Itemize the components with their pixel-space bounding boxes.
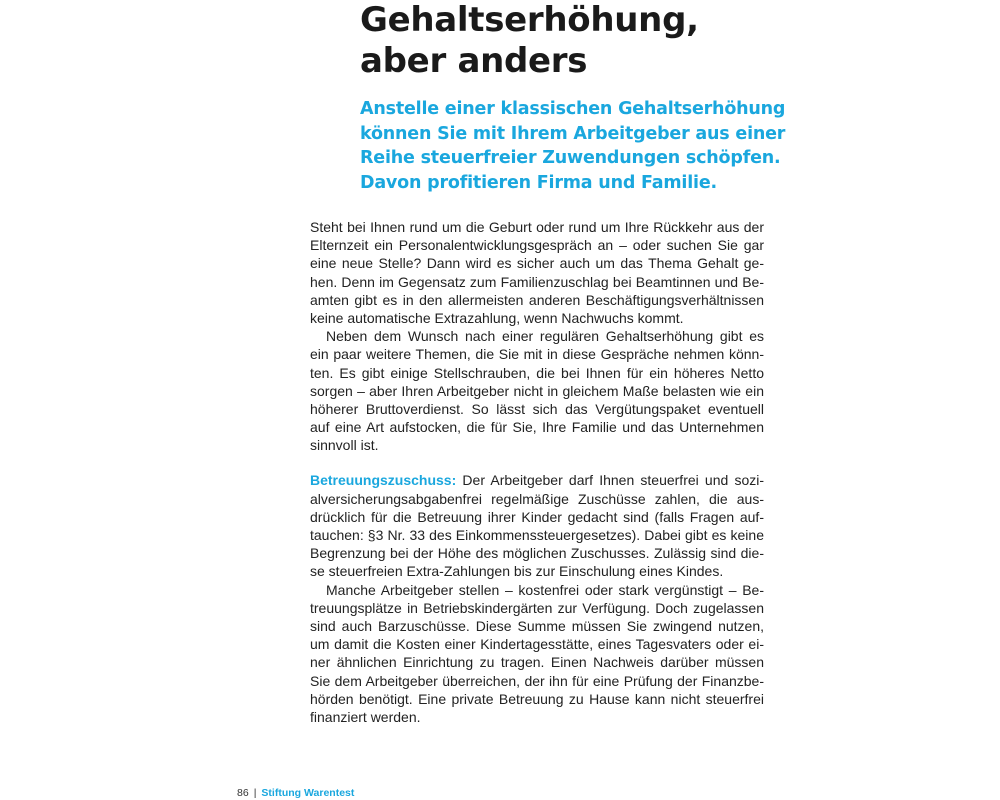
- text-line: Elternzeit ein Personalentwicklungsgespräch an – oder suchen Sie gar: [310, 237, 764, 254]
- lead-line: Reihe steuerfreier Zuwendungen schöpfen.: [360, 148, 781, 169]
- text-line: keine automatische Extrazahlung, wenn Nachwuchs kommt.: [310, 309, 684, 326]
- text-line: hen. Denn im Gegensatz zum Familienzuschlag bei Beamtinnen und Be-: [310, 273, 764, 290]
- text-fragment: Der Arbeitgeber darf Ihnen steuerfrei und sozi-: [462, 472, 764, 489]
- text-line: höherer Bruttoverdienst. So lässt sich das Vergütungspaket eventuell: [310, 400, 764, 417]
- text-line: Manche Arbeitgeber stellen – kostenfrei oder stark vergünstigt – Be-: [326, 581, 764, 598]
- text-line: sorgen – aber Ihren Arbeitgeber nicht in gleichem Maße belasten wie ein: [310, 382, 764, 399]
- text-line: Sie dem Arbeitgeber überreichen, der ihn für eine Prüfung der Finanzbe-: [310, 672, 764, 689]
- text-line: auf eine Art aufstocken, die für Sie, Ihre Familie und das Unternehmen: [310, 419, 764, 436]
- page-title: [360, 0, 820, 82]
- footer-separator: |: [253, 787, 257, 799]
- page-footer: [237, 786, 354, 800]
- text-line: sinnvoll ist.: [310, 437, 379, 454]
- lead-line: Davon profitieren Firma und Familie.: [360, 172, 717, 193]
- text-line: [310, 471, 764, 489]
- text-line: hörden benötigt. Eine private Betreuung zu Hause kann nicht steuerfrei: [310, 690, 764, 707]
- text-line: ein paar weitere Themen, die Sie mit in diese Gespräche nehmen könn-: [310, 346, 764, 363]
- paragraph-arbeitgeber: [310, 581, 764, 727]
- text-line: drücklich für die Betreuung ihrer Kinder gedacht sind (falls Fragen auf-: [310, 508, 764, 525]
- keyword-betreuungszuschuss: Betreuungszuschuss:: [310, 472, 457, 489]
- text-line: amten gibt es in den allermeisten anderen Beschäftigungsverhältnissen: [310, 291, 764, 308]
- paragraph-themes: [310, 327, 764, 454]
- text-line: tauchen: §3 Nr. 33 des Einkommenssteuergesetzes). Dabei gibt es keine: [310, 527, 764, 543]
- lead-line: Anstelle einer klassischen Gehaltserhöhung: [360, 99, 786, 119]
- publisher-name: Stiftung Warentest: [261, 787, 355, 799]
- text-line: eine neue Stelle? Dann wird es sicher auch um das Thema Gehalt ge-: [310, 255, 764, 272]
- text-line: treuungsplätze in Betriebskindergärten zur Verfügung. Doch zugelassen: [310, 599, 764, 616]
- text-line: Steht bei Ihnen rund um die Geburt oder rund um Ihre Rückkehr aus der: [310, 219, 764, 235]
- paragraph-betreuungszuschuss: [310, 471, 764, 580]
- paragraph-intro: [310, 218, 764, 327]
- body-text: [310, 218, 764, 726]
- paragraph-gap: [310, 454, 764, 471]
- text-line: ten. Es gibt einige Stellschrauben, die bei Ihnen für ein höheres Netto: [310, 364, 764, 381]
- text-line: sind auch Barzuschüsse. Diese Summe müssen Sie zwingend nutzen,: [310, 617, 764, 634]
- text-line: Neben dem Wunsch nach einer regulären Gehaltserhöhung gibt es: [326, 328, 764, 345]
- text-line: finanziert werden.: [310, 708, 421, 725]
- page-number: 86: [237, 787, 249, 799]
- lead-line: können Sie mit Ihrem Arbeitgeber aus einer: [360, 123, 786, 144]
- lead-paragraph: [360, 97, 786, 195]
- text-line: Begrenzung bei der Höhe des möglichen Zuschusses. Zulässig sind die-: [310, 545, 764, 562]
- text-line: se steuerfreien Extra-Zahlungen bis zur Einschulung eines Kindes.: [310, 563, 724, 580]
- title-line: Gehaltserhöhung,: [360, 0, 699, 40]
- text-line: um damit die Kosten einer Kindertagesstätte, eines Tagesvaters oder ei-: [310, 636, 764, 653]
- text-line: ner ähnlichen Einrichtung zu tragen. Einen Nachweis darüber müssen: [310, 654, 764, 671]
- title-line: aber anders: [360, 41, 588, 81]
- text-line: alversicherungsabgabenfrei regelmäßige Zuschüsse zahlen, die aus-: [310, 490, 764, 507]
